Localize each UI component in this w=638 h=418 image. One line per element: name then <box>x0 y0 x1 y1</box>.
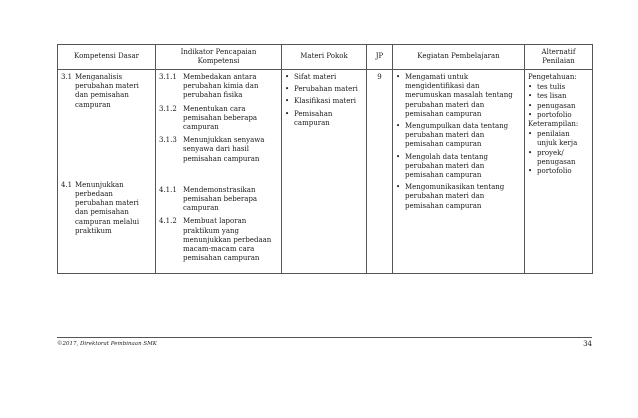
kd-item: 4.1 Menunjukkan perbedaan perubahan materi dan pemisahan campuran melalui praktikum <box>61 180 140 235</box>
indikator-item: 4.1.1 Mendemonstrasikan pemisahan beberapa campuran <box>159 185 258 213</box>
bullet-icon: • <box>528 167 533 176</box>
bullet-icon: • <box>396 73 401 81</box>
footer-copyright: ©2017, Direktorat Pembinaan SMK <box>57 341 157 347</box>
header-jp: JP <box>367 45 393 70</box>
bullet-icon: • <box>285 97 290 106</box>
bullet-icon: • <box>528 148 533 157</box>
list-item: • portofolio <box>528 110 572 119</box>
cell-jp <box>367 70 393 274</box>
list-item: • penugasan <box>528 101 576 110</box>
cell-indikator <box>156 70 282 274</box>
list-item: • Klasifikasi materi <box>285 97 356 106</box>
indikator-item: 3.1.3 Menunjukkan senyawa senyawa dari hasil pemisahan campuran <box>159 136 265 163</box>
header-kegiatan: Kegiatan Pembelajaran <box>393 45 525 70</box>
list-item: • tes lisan <box>528 92 567 101</box>
indikator-item: 3.1.1 Membedakan antara perubahan kimia dan perubahan fisika <box>159 73 259 100</box>
header-kompetensi-dasar: Kompetensi Dasar <box>58 45 156 70</box>
bullet-icon: • <box>528 92 533 101</box>
bullet-icon: • <box>528 110 533 119</box>
list-item: • penilaian unjuk kerja <box>528 130 578 148</box>
bullet-icon: • <box>285 85 290 94</box>
table-header-row <box>58 45 593 70</box>
list-item: • Mengumpulkan data tentang perubahan materi dan pemisahan campuran <box>396 122 509 149</box>
cell-kompetensi-dasar <box>58 70 156 274</box>
bullet-icon: • <box>528 101 533 110</box>
bullet-icon: • <box>285 109 290 118</box>
header-materi-pokok: Materi Pokok <box>282 45 367 70</box>
bullet-icon: • <box>396 152 401 161</box>
syllabus-table <box>57 44 593 274</box>
indikator-item: 3.1.2 Menentukan cara pemisahan beberapa campuran <box>159 104 258 132</box>
list-item: • Mengamati untuk mengidentifikasi dan merumuskan masalah tentang perubahan materi dan pemisahan campuran <box>396 73 513 118</box>
list-item: • Mengomunikasikan tentang perubahan materi dan pemisahan campuran <box>396 183 505 210</box>
bullet-icon: • <box>396 122 401 131</box>
keterampilan-label: Keterampilan: <box>528 120 579 129</box>
indikator-item: 4.1.2 Membuat laporan praktikum yang menunjukkan perbedaan macam-macam cara pemisahan campuran <box>159 217 272 263</box>
list-item: • Perubahan materi <box>285 85 358 94</box>
header-penilaian: Alternatif Penilaian <box>525 45 593 70</box>
bullet-icon: • <box>285 73 290 81</box>
bullet-icon: • <box>396 183 401 192</box>
list-item: • Mengolah data tentang perubahan materi dan pemisahan campuran <box>396 152 488 180</box>
footer-divider <box>57 337 592 338</box>
page-number: 34 <box>583 340 592 348</box>
jp-value: 9 <box>377 73 382 81</box>
cell-materi-pokok <box>282 70 367 274</box>
kd-item: 3.1 Menganalisis perubahan materi dan pemisahan campuran <box>61 73 139 109</box>
bullet-icon: • <box>528 130 533 139</box>
cell-penilaian <box>525 70 593 274</box>
cell-kegiatan <box>393 70 525 274</box>
table-row <box>58 70 593 274</box>
header-indikator: Indikator Pencapaian Kompetensi <box>156 45 282 70</box>
list-item: • Pemisahan campuran <box>285 109 333 127</box>
list-item: • portofolio <box>528 167 572 176</box>
list-item: • Sifat materi <box>285 73 337 81</box>
list-item: • proyek/ penugasan <box>528 148 576 166</box>
pengetahuan-label: Pengetahuan: <box>528 73 577 81</box>
list-item: • tes tulis <box>528 83 566 92</box>
bullet-icon: • <box>528 83 533 92</box>
